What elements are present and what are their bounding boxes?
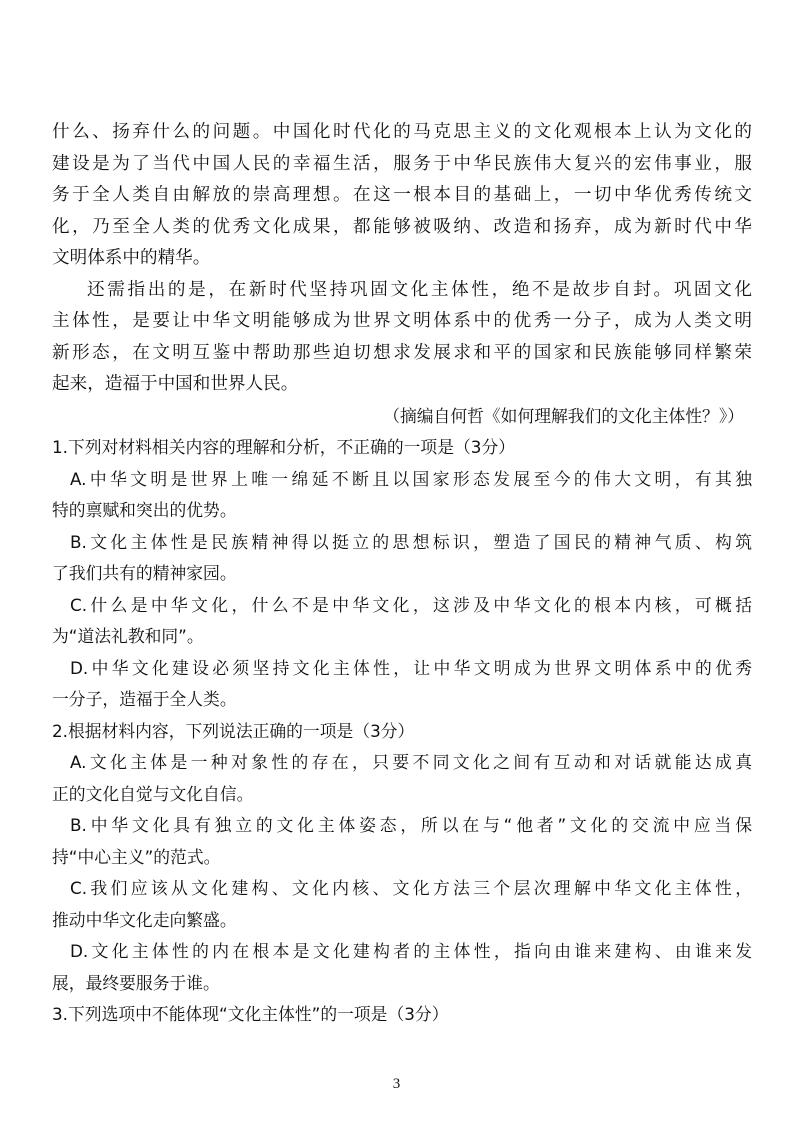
option-c-line: C.什么是中华文化，什么不是中华文化，这涉及中华文化的根本内核，可概括 <box>70 594 752 615</box>
question-2 <box>52 716 752 1000</box>
option-b-line: 持“中心主义”的范式。 <box>52 846 221 867</box>
option-c-line: 为“道法礼教和同”。 <box>52 626 204 646</box>
text-line: 新形态，在文明互鉴中帮助那些迫切想求发展求和平的国家和民族能够同样繁荣 <box>52 342 752 363</box>
text-line: 起来，造福于中国和世界人民。 <box>52 374 299 394</box>
passage-paragraph-1 <box>52 117 752 275</box>
option-c-line: 推动中华文化走向繁盛。 <box>52 909 237 930</box>
text-line: 什么、扬弃什么的问题。中国化时代化的马克思主义的文化观根本上认为文化的 <box>52 122 752 142</box>
question-3 <box>52 999 752 1031</box>
question-stem: 1.下列对材料相关内容的理解和分析，不正确的一项是（3分） <box>52 437 516 457</box>
text-line: 还需指出的是，在新时代坚持巩固文化主体性，绝不是故步自封。巩固文化 <box>87 279 752 300</box>
option-a-line: 特的禀赋和突出的优势。 <box>52 500 237 520</box>
option-a-line: 正的文化自觉与文化自信。 <box>52 783 254 804</box>
page-number: 3 <box>392 1076 401 1092</box>
text-line: 化，乃至全人类的优秀文化成果，都能够被吸纳、改造和扬弃，成为新时代中华 <box>52 216 752 237</box>
option-a-line: A.文化主体是一种对象性的存在，只要不同文化之间有互动和对话就能达成真 <box>70 752 752 772</box>
question-stem: 2.根据材料内容，下列说法正确的一项是（3分） <box>52 720 415 741</box>
option-d-line: 展，最终要服务于谁。 <box>52 972 220 993</box>
passage-paragraph-2 <box>52 275 752 401</box>
page-content <box>52 117 752 1031</box>
option-b-line: B.文化主体性是民族精神得以挺立的思想标识，塑造了国民的精神气质、构筑 <box>70 531 752 552</box>
option-a-line: A.中华文明是世界上唯一绵延不断且以国家形态发展至今的伟大文明，有其独 <box>70 468 752 489</box>
text-line: 文明体系中的精华。 <box>52 248 211 268</box>
option-d-line: 一分子，造福于全人类。 <box>52 689 237 709</box>
source-citation: （摘编自何哲《如何理解我们的文化主体性？》） <box>383 405 744 426</box>
option-b-line: 了我们共有的精神家园。 <box>52 563 237 583</box>
option-d-line: D.中华文化建设必须坚持文化主体性，让中华文明成为世界文明体系中的优秀 <box>70 657 752 678</box>
option-c-line: C.我们应该从文化建构、文化内核、文化方法三个层次理解中华文化主体性， <box>70 878 752 898</box>
text-line: 务于全人类自由解放的崇高理想。在这一根本目的基础上，一切中华优秀传统文 <box>52 185 752 205</box>
text-line: 建设是为了当代中国人民的幸福生活，服务于中华民族伟大复兴的宏伟事业，服 <box>52 153 752 174</box>
option-b-line: B.中华文化具有独立的文化主体姿态，所以在与“他者”文化的交流中应当保 <box>70 815 752 835</box>
question-1 <box>52 432 752 716</box>
question-stem: 3.下列选项中不能体现“文化主体性”的一项是（3分） <box>52 1004 449 1024</box>
option-d-line: D.文化主体性的内在根本是文化建构者的主体性，指向由谁来建构、由谁来发 <box>70 941 752 961</box>
text-line: 主体性，是要让中华文明能够成为世界文明体系中的优秀一分子，成为人类文明 <box>52 311 752 331</box>
